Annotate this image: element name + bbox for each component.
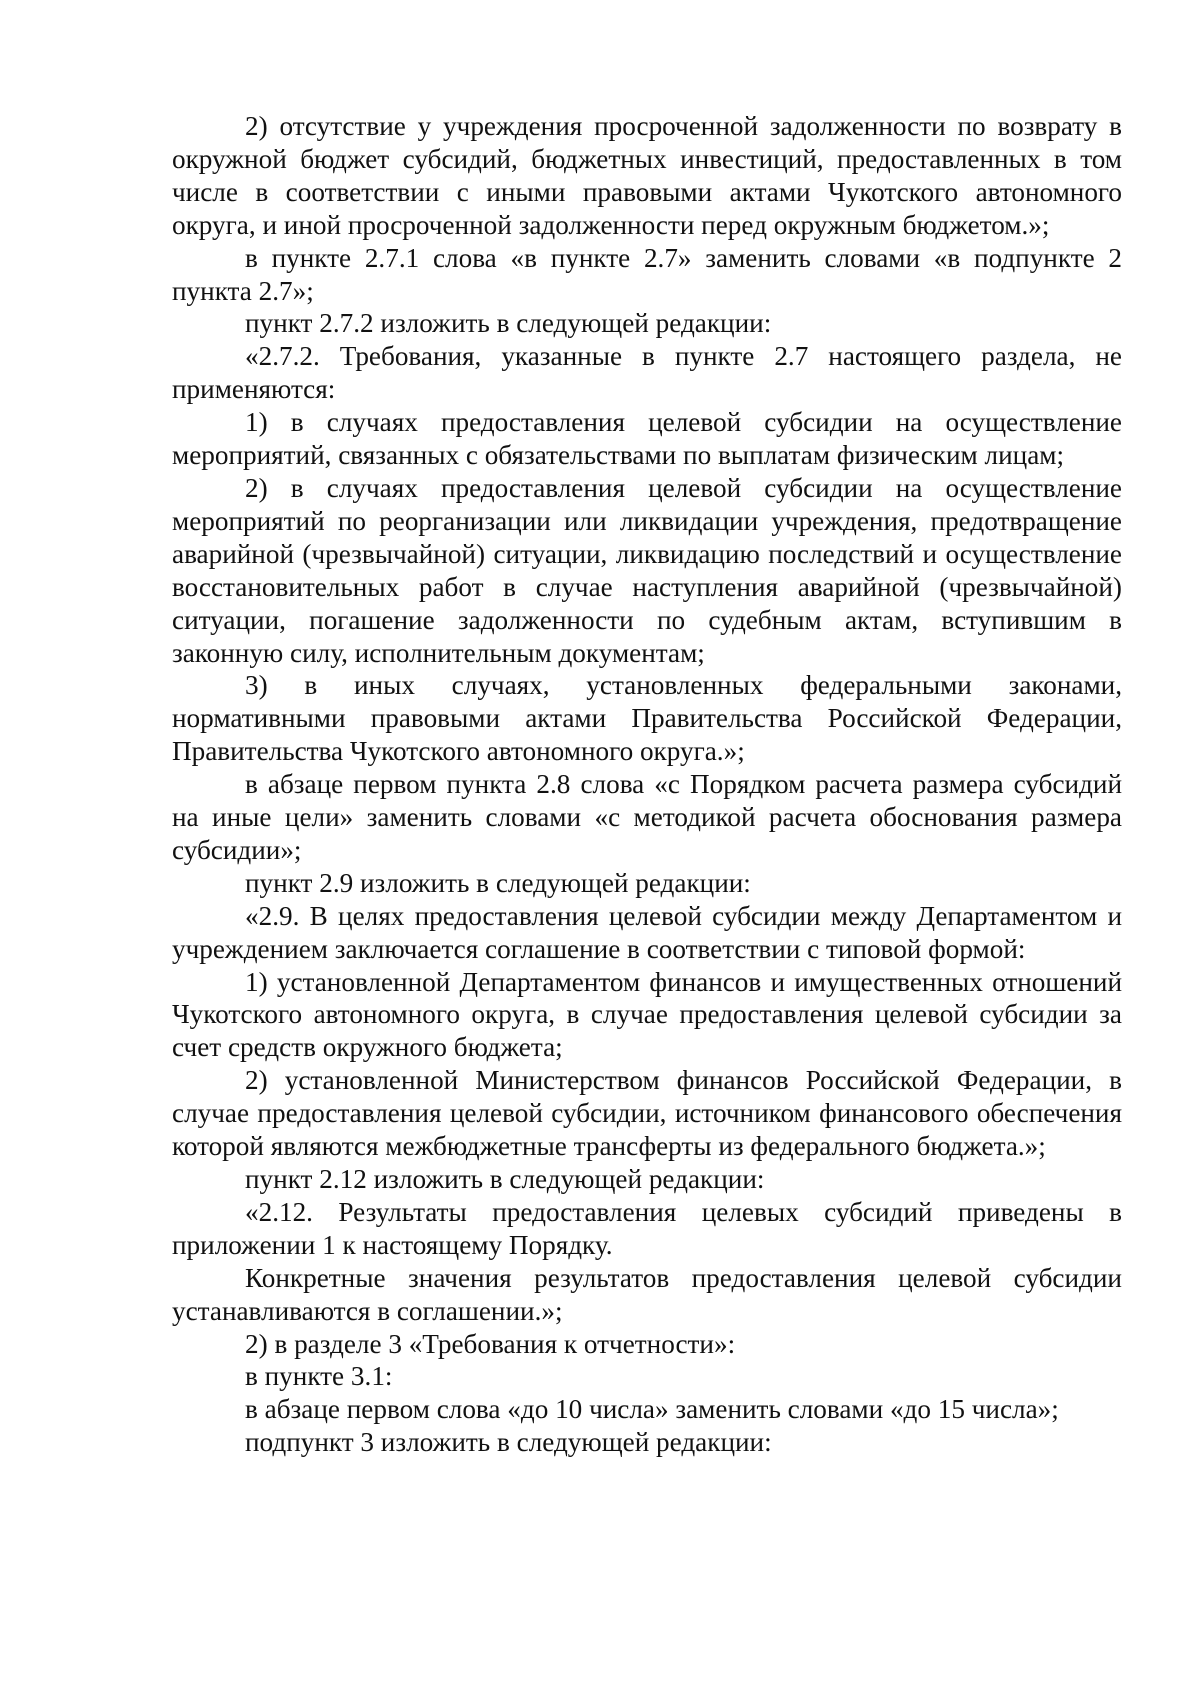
paragraph-9: пункт 2.9 изложить в следующей редакции: [245,867,751,898]
paragraph-18: в абзаце первом слова «до 10 числа» заменить словами «до 15 числа»; [245,1394,1059,1425]
paragraph-2: в пункте 2.7.1 слова «в пункте 2.7» заменить словами «в подпункте 2 пункта 2.7»; [172,242,1122,306]
paragraph-15: Конкретные значения результатов предоставления целевой субсидии устанавливаются в соглашении.»; [172,1262,1122,1326]
paragraph-11: 1) установленной Департаментом финансов и имущественных отношений Чукотского автономного округа, в случае предоставления целевой субсидии за счет средств окружного бюджета; [172,966,1122,1063]
paragraph-19: подпункт 3 изложить в следующей редакции: [245,1427,772,1458]
paragraph-16: 2) в разделе 3 «Требования к отчетности»: [245,1328,736,1359]
paragraph-6: 2) в случаях предоставления целевой субсидии на осуществление мероприятий по реорганизации или ликвидации учреждения, предотвращение аварийной (чрезвычайной) ситуации, ликвидацию последствий и осуществление восстановительных работ в случае наступления аварийной (чрезвычайной) ситуации, погашение задолженности по судебным актам, вступившим в законную силу, исполнительным документам; [172,472,1122,668]
paragraph-7: 3) в иных случаях, установленных федеральными законами, нормативными правовыми актами Правительства Российской Федерации, Правительства Чукотского автономного округа.»; [172,670,1122,767]
paragraph-5: 1) в случаях предоставления целевой субсидии на осуществление мероприятий, связанных с обязательствами по выплатам физическим лицам; [172,407,1122,471]
paragraph-14: «2.12. Результаты предоставления целевых субсидий приведены в приложении 1 к настоящему Порядку. [172,1196,1122,1260]
paragraph-12: 2) установленной Министерством финансов Российской Федерации, в случае предоставления целевой субсидии, источником финансового обеспечения которой являются межбюджетные трансферты из федерального бюджета.»; [172,1065,1122,1162]
paragraph-10: «2.9. В целях предоставления целевой субсидии между Департаментом и учреждением заключается соглашение в соответствии с типовой формой: [172,900,1122,964]
paragraph-4: «2.7.2. Требования, указанные в пункте 2.7 настоящего раздела, не применяются: [172,341,1122,405]
paragraph-17: в пункте 3.1: [245,1361,393,1392]
document-page [172,110,1122,1459]
paragraph-8: в абзаце первом пункта 2.8 слова «с Порядком расчета размера субсидий на иные цели» заменить словами «с методикой расчета обоснования размера субсидии»; [172,769,1122,865]
paragraph-13: пункт 2.12 изложить в следующей редакции: [245,1164,765,1194]
paragraph-1: 2) отсутствие у учреждения просроченной задолженности по возврату в окружной бюджет субсидий, бюджетных инвестиций, предоставленных в том числе в соответствии с иными правовыми актами Чукотского автономного округа, и иной просроченной задолженности перед окружным бюджетом.»; [172,111,1122,240]
paragraph-3: пункт 2.7.2 изложить в следующей редакции: [245,308,772,339]
